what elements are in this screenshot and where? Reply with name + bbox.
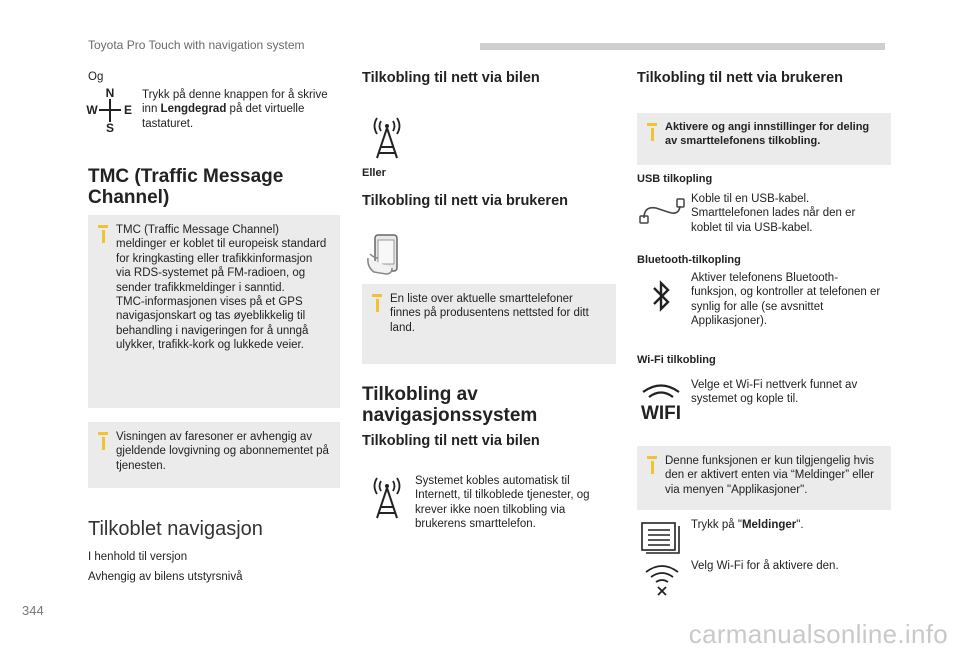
- header-divider-bar: [480, 43, 885, 50]
- watermark: carmanualsonline.info: [688, 619, 948, 649]
- menu-info-note: [637, 446, 891, 510]
- menu-info-text: Denne funksjonen er kun tilgjengelig hvis den er aktivert enten via “Meldinger” eller via menyen "Applikasjoner".: [665, 455, 875, 496]
- phones-info-note: [362, 284, 616, 364]
- tmc-heading: TMC (Traffic Message Channel): [88, 166, 284, 209]
- bluetooth-icon: [646, 278, 676, 314]
- tmc-info-note: [88, 215, 340, 408]
- antenna-tower-icon: [367, 116, 407, 160]
- smartphone-hand-icon: [364, 232, 408, 276]
- version-text: I henhold til versjon: [88, 551, 188, 563]
- eller-label: Eller: [362, 167, 386, 179]
- sharing-info-text: Aktivere og angi innstillinger for deling av smarttelefonens tilkobling.: [665, 121, 870, 147]
- info-icon: [98, 432, 108, 450]
- info-icon: [98, 225, 108, 243]
- sharing-info-note: [637, 113, 891, 165]
- phones-info-text: En liste over aktuelle smarttelefoner finnes på produsentens nettsted for ditt land.: [390, 293, 589, 334]
- bilen-heading-2: Tilkobling til nett via bilen: [362, 433, 540, 449]
- press-messages-text: Trykk på "Meldinger".: [691, 519, 804, 531]
- compass-instruction-bold: Lengdegrad: [160, 103, 227, 116]
- info-icon: [372, 294, 382, 312]
- messages-menu-icon: [641, 522, 681, 554]
- faresoner-info-note: [88, 422, 340, 488]
- compass-icon: [86, 86, 134, 134]
- info-icon: [647, 456, 657, 474]
- auto-connect-text: Systemet kobles automatisk til Internett, til tilkoblede tjenester, og krever ikke noen tilkobling via brukerens smarttelefon.: [415, 475, 590, 531]
- faresoner-info-text: Visningen av faresoner er avhengig av gjeldende lovgivning og abonnementet på tjenesten.: [116, 431, 329, 472]
- info-icon: [647, 123, 657, 141]
- bluetooth-label: Bluetooth-tilkopling: [637, 254, 741, 266]
- wifi-off-icon: [644, 562, 680, 596]
- wifi-logo-text: WIFI: [640, 403, 682, 422]
- tmc-info-text: TMC (Traffic Message Channel) meldinger er koblet til europeisk standard for kringkasting eller trafikkinformasjon via RDS-systemet på FM-radioen, og sender trafikkmeldinger i sanntid. TMC-informasjonen vises på et GPS navigasjonskart og tas øyeblikkelig til behandling i navigeringen for å unngå ulykker, trafikk-kork og lukkede veier.: [116, 224, 327, 351]
- brukeren-heading-2: Tilkobling til nett via brukeren: [637, 70, 843, 86]
- equipment-level-text: Avhengig av bilens utstyrsnivå: [88, 571, 243, 583]
- usb-text: Koble til en USB-kabel. Smarttelefonen lades når den er koblet til via USB-kabel.: [691, 193, 856, 234]
- page-header-title: Toyota Pro Touch with navigation system: [88, 38, 305, 52]
- compass-instruction: Trykk på denne knappen for å skrive inn Lengdegrad på det virtuelle tastaturet.: [142, 89, 328, 130]
- page-number: 344: [22, 603, 44, 618]
- og-text: Og: [88, 71, 104, 83]
- enable-wifi-text: Velg Wi-Fi for å aktivere den.: [691, 560, 839, 572]
- antenna-tower-icon: [367, 476, 407, 520]
- brukeren-heading-1: Tilkobling til nett via brukeren: [362, 193, 568, 209]
- compass-n: N: [105, 86, 115, 100]
- compass-s: S: [105, 121, 115, 134]
- wifi-logo-icon: [638, 378, 684, 422]
- press-messages-bold: Meldinger: [741, 519, 797, 531]
- usb-label: USB tilkopling: [637, 173, 713, 185]
- compass-e: E: [123, 103, 133, 117]
- navigasjonssystem-heading: Tilkobling av navigasjonssystem: [362, 384, 538, 427]
- tilkoblet-navigasjon-heading: Tilkoblet navigasjon: [88, 518, 263, 540]
- usb-cable-icon: [639, 196, 685, 226]
- bilen-heading-1: Tilkobling til nett via bilen: [362, 70, 540, 86]
- compass-w: W: [86, 103, 98, 117]
- bluetooth-text: Aktiver telefonens Bluetooth-funksjon, og kontroller at telefonen er synlig for alle (se avsnittet Applikasjoner).: [691, 272, 881, 328]
- wifi-label: Wi-Fi tilkobling: [637, 354, 716, 366]
- wifi-text: Velge et Wi-Fi nettverk funnet av systemet og kople til.: [691, 379, 858, 406]
